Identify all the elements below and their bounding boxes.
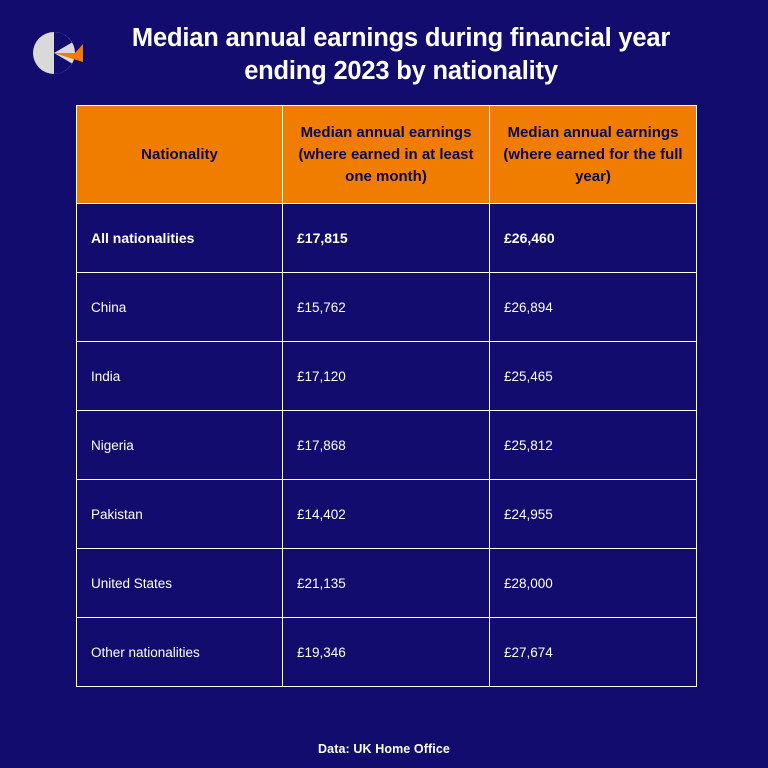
earnings-table <box>76 105 697 687</box>
cell-at-least-one-month: £17,815 <box>283 204 490 273</box>
table-body <box>77 204 697 687</box>
page-title: Median annual earnings during financial year ending 2023 by nationality <box>131 24 671 85</box>
source-caption: Data: UK Home Office <box>318 742 450 756</box>
header <box>0 0 768 87</box>
table-row <box>77 549 697 618</box>
table-row <box>77 411 697 480</box>
cell-at-least-one-month: £15,762 <box>283 273 490 342</box>
cell-nationality: United States <box>77 549 283 618</box>
cell-at-least-one-month: £21,135 <box>283 549 490 618</box>
earnings-table-container <box>76 105 696 687</box>
table-row <box>77 342 697 411</box>
cell-nationality: Pakistan <box>77 480 283 549</box>
cell-full-year: £26,460 <box>490 204 697 273</box>
pie-wedge-logo-icon <box>30 26 84 80</box>
cell-nationality: Nigeria <box>77 411 283 480</box>
table-header <box>77 106 697 204</box>
table-row <box>77 273 697 342</box>
table-header-row <box>77 106 697 204</box>
cell-full-year: £27,674 <box>490 618 697 687</box>
cell-full-year: £24,955 <box>490 480 697 549</box>
table-row <box>77 618 697 687</box>
cell-full-year: £26,894 <box>490 273 697 342</box>
cell-nationality: China <box>77 273 283 342</box>
cell-nationality: India <box>77 342 283 411</box>
cell-full-year: £25,465 <box>490 342 697 411</box>
column-header-nationality: Nationality <box>77 106 283 204</box>
cell-nationality: Other nationalities <box>77 618 283 687</box>
cell-at-least-one-month: £14,402 <box>283 480 490 549</box>
table-row <box>77 204 697 273</box>
cell-full-year: £25,812 <box>490 411 697 480</box>
table-row <box>77 480 697 549</box>
column-header-full-year: Median annual earnings (where earned for the full year) <box>490 106 697 204</box>
cell-nationality: All nationalities <box>77 204 283 273</box>
cell-at-least-one-month: £17,120 <box>283 342 490 411</box>
cell-at-least-one-month: £19,346 <box>283 618 490 687</box>
cell-full-year: £28,000 <box>490 549 697 618</box>
column-header-at-least-one-month: Median annual earnings (where earned in at least one month) <box>283 106 490 204</box>
cell-at-least-one-month: £17,868 <box>283 411 490 480</box>
